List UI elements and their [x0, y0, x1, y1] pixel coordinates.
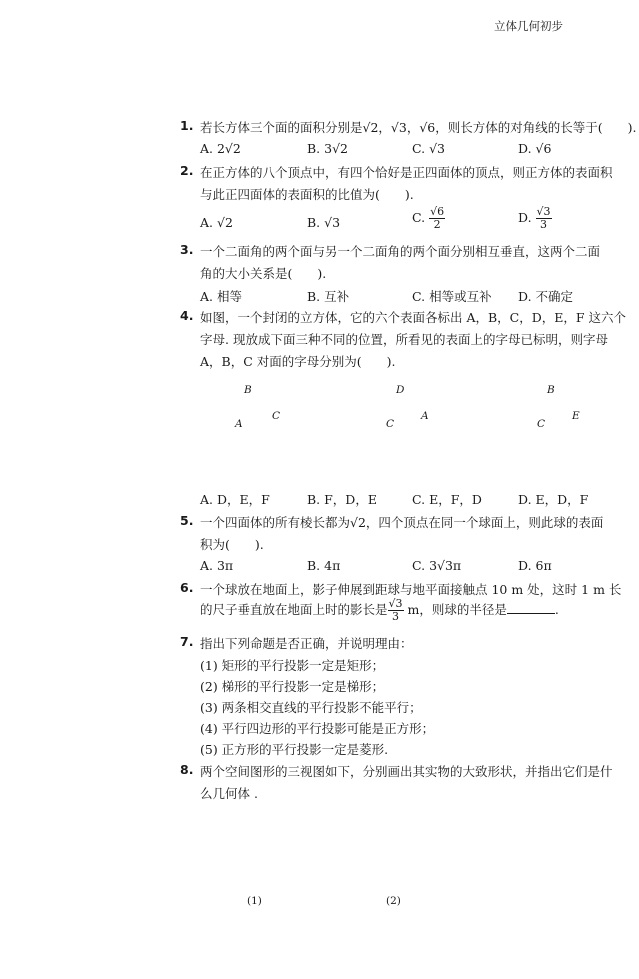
- fraction-numerator: √3: [536, 205, 551, 218]
- option-a: A. 3π: [200, 558, 234, 573]
- question-text-line-1: 指出下列命题是否正确，并说明理由：: [200, 636, 413, 651]
- option-a: A. D，E，F: [200, 492, 270, 507]
- fraction-denominator: 3: [540, 218, 548, 231]
- option-b: B. 4π: [307, 558, 341, 573]
- option-d: D. E，D，F: [518, 492, 589, 507]
- cube-label-right: C: [272, 410, 281, 422]
- option-b: B. 3√2: [307, 141, 349, 156]
- figure-label-1: (1): [247, 895, 262, 907]
- option-d: D. 6π: [518, 558, 552, 573]
- text-segment: 的尺子垂直放在地面上时的影长是: [200, 602, 388, 617]
- cube-label-top: B: [547, 384, 555, 396]
- cube-label-left: C: [386, 418, 395, 430]
- list-item: (5) 正方形的平行投影一定是菱形.: [200, 742, 389, 757]
- fraction: [536, 206, 552, 231]
- fraction: [388, 598, 404, 623]
- option-a: A. 相等: [200, 289, 242, 304]
- question-number: 5.: [180, 513, 194, 528]
- cube-label-top: D: [396, 384, 405, 396]
- question-number: 2.: [180, 163, 194, 178]
- option-b: B. F，D，E: [307, 492, 377, 507]
- question-text-line-1: 一个球放在地面上，影子伸展到距球与地平面接触点 10 m 处，这时 1 m 长: [200, 582, 622, 597]
- question-text-line-1: 在正方体的八个顶点中，有四个恰好是正四面体的顶点，则正方体的表面积: [200, 165, 613, 180]
- cube-label-left: A: [235, 418, 243, 430]
- page-header-title: 立体几何初步: [494, 19, 563, 33]
- list-item: (4) 平行四边形的平行投影可能是正方形；: [200, 721, 435, 736]
- fraction-denominator: 2: [433, 218, 441, 231]
- fraction-numerator: √3: [388, 597, 403, 610]
- option-c: [412, 206, 445, 231]
- option-d-prefix: D.: [518, 210, 532, 225]
- question-text-line-3: A，B，C 对面的字母分别为( ).: [200, 354, 396, 369]
- question-text-line-2: 字母. 现放成下面三种不同的位置，所看见的表面上的字母已标明，则字母: [200, 332, 608, 347]
- cube-label-top: B: [244, 384, 252, 396]
- question-number: 4.: [180, 308, 194, 323]
- question-number: 7.: [180, 634, 194, 649]
- list-item: (2) 梯形的平行投影一定是梯形；: [200, 679, 385, 694]
- fraction-denominator: 3: [392, 610, 400, 623]
- answer-blank[interactable]: [507, 601, 555, 614]
- option-c-prefix: C.: [412, 210, 426, 225]
- option-b: B. √3: [307, 215, 341, 230]
- option-d: D. √6: [518, 141, 552, 156]
- text-segment: m，则球的半径是: [403, 602, 507, 617]
- text-segment: .: [554, 602, 559, 617]
- fraction: [429, 206, 445, 231]
- question-text-line-1: 如图，一个封闭的立方体，它的六个表面各标出 A，B，C，D，E，F 这六个: [200, 310, 627, 325]
- question-text-line-1: 一个四面体的所有棱长都为√2，四个顶点在同一个球面上，则此球的表面: [200, 515, 604, 530]
- figure-label-2: (2): [386, 895, 401, 907]
- option-c: C. √3: [412, 141, 445, 156]
- question-number: 1.: [180, 118, 194, 133]
- question-text-line-1: 两个空间图形的三视图如下，分别画出其实物的大致形状，并指出它们是什: [200, 764, 613, 779]
- question-text-line-2: [200, 598, 559, 623]
- list-item: (3) 两条相交直线的平行投影不能平行；: [200, 700, 422, 715]
- option-c: C. E，F，D: [412, 492, 482, 507]
- option-a: A. √2: [200, 215, 233, 230]
- option-d: [518, 206, 552, 231]
- option-c: C. 相等或互补: [412, 289, 492, 304]
- question-text-line-2: 积为( ).: [200, 537, 264, 552]
- question-number: 3.: [180, 242, 194, 257]
- question-text-line-2: 么几何体 .: [200, 786, 258, 801]
- question-number: 8.: [180, 762, 194, 777]
- cube-label-left: C: [537, 418, 546, 430]
- option-c: C. 3√3π: [412, 558, 462, 573]
- question-text-line-1: 一个二面角的两个面与另一个二面角的两个面分别相互垂直，这两个二面: [200, 244, 601, 259]
- cube-label-right: A: [421, 410, 429, 422]
- option-d: D. 不确定: [518, 289, 574, 304]
- fraction-numerator: √6: [430, 205, 445, 218]
- question-text-line-2: 与此正四面体的表面积的比值为( ).: [200, 187, 414, 202]
- question-text-line-2: 角的大小关系是( ).: [200, 266, 327, 281]
- question-number: 6.: [180, 580, 194, 595]
- option-a: A. 2√2: [200, 141, 241, 156]
- option-b: B. 互补: [307, 289, 350, 304]
- question-text: 若长方体三个面的面积分别是√2，√3，√6，则长方体的对角线的长等于( ).: [200, 120, 637, 135]
- cube-label-right: E: [572, 410, 580, 422]
- list-item: (1) 矩形的平行投影一定是矩形；: [200, 658, 385, 673]
